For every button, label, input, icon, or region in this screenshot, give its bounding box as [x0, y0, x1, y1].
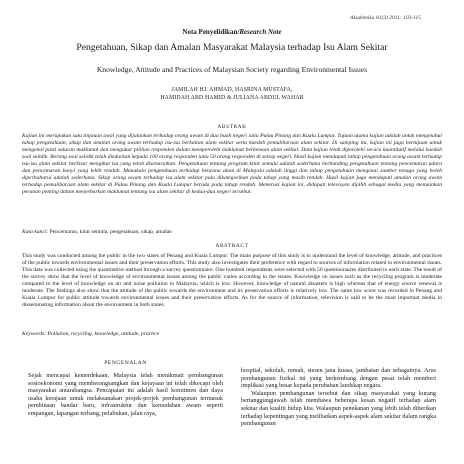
author-list [40, 86, 424, 102]
body-paragraph: hospital, sekolah, rumah, stesen jana kuasa, jambatan dan sebagainya. Arus pembangunan fizikal ini yang berkembang dengan pesat telah memberi implikasi yang besar kepada perubahan landskap negara. [241, 367, 436, 390]
abstract-text: This study was conducted among the public in the two states of Penang and Kuala Lumpur. The main purpose of this study is to understand the level of knowledge, attitude, and practices of the public towards environmental issues and their preservation efforts. This study also investigates their preference with regard to sources of information related to environmental issues. This data was collected using the quantitative method through a survey questionnaire. One hundred respondents were selected with 50 questionnaires distributed to each state. The result of the survey show that the level of knowledge of environmental issues among the public varies according to the issues. Knowledge on issues such as the recycling program is moderate compared to the level of knowledge on air and noise pollution in Malaysia, which is low. However, knowledge of natural disasters is high whereas that of energy source renewal is moderate. The findings also show that the attitude of the public towards the environment and its preservation efforts is relatively low. The same low score was recorded in Penang and Kuala Lumpur for public attitude towards environmental issues and their preservation efforts. As for the source of information, television is said to be the most important media in disseminating information about the environment in both states. [22, 253, 442, 309]
title-malay: Pengetahuan, Sikap dan Amalan Masyarakat Malaysia terhadap Isu Alam Sekitar [76, 42, 388, 53]
body-paragraph: Sejak mencapai kemerdekaan, Malaysia telah menikmati pembangunan sosioekonomi yang memberangsangkan dan kejayaan ini telah dikecapi oleh masyarakat antarabangsa. Pencapaian ini adalah hasil komitmen dan daya usaha kerajaan untuk melaksanakan projek-projek pembangunan termasuk pembinaan bandar baru, infrastruktur dan kemudahan awam seperti empangan, lapangan terbang, pelabuhan, jalan raya, [28, 372, 223, 417]
title-english: Knowledge, Attitude and Practices of Malaysian Society regarding Environmental Issues [96, 65, 368, 74]
author-line-1: JAMILAH HJ. AHMAD, HASRINA MUSTAFA, [171, 87, 293, 93]
abstrak-heading: ABSTRAK [217, 124, 247, 130]
author-line-2: HAMIDAH ABD HAMID & JULIANA ABDUL WAHAB [160, 95, 304, 101]
kata-kunci-label: Kata kunci: [22, 229, 49, 235]
note-label-malay: Nota Penyelidikan/ [182, 28, 240, 36]
kata-kunci [22, 229, 442, 235]
intro-heading: PENGENALAN [104, 360, 147, 366]
body-paragraph: Walaupun pembangunan tersebut dan sikap masyarakat yang kurang bertanggungjawab telah membawa beberapa kesan negatif terhadap alam sekitar dan kualiti hidup kita. Walaupun penekanan yang lebih telah diberikan terhadap kepentingan yang melibatkan aspek-aspek alam sekitar dalam rangka pembangunan [241, 389, 436, 428]
abstrak-text: Kajian ini merupakan satu tinjauan awal yang dijalankan terhadap orang awam di dua buah negeri iaitu Pulau Pinang dan Kuala Lumpur. Tujuan utama kajian adalah untuk mengetahui tahap pengetahuan, sikap dan amalan orang awam terhadap isu-isu berkaitan alam sekitar serta kaedah pemuliharaan alam sekitar. Di samping itu, kajian ini juga bertujuan untuk mengenal pasti saluran maklumat dan mengukur pilihan responden dalam memperolehi maklumat berkenaan alam sekitar. Data kajian telah diperolehi secara kuantitatif melalui kaedah soal selidik. Borang soal selidik telah diedarkan kepada 100 orang responden iaitu 50 orang responden di setiap negeri. Hasil kajian mendapati tahap pengetahuan orang awam terhadap isu-isu alam sekitar berkisar mengikut isu yang telah disenaraikan. Pengetahuan tentang program kitar semula adalah sederhana berbanding pengetahuan tentang pencemaran udara dan pencemaran bunyi yang lebih rendah. Manakala pengetahuan terhadap bencana alam di Malaysia adalah tinggi dan tahap pengetahuan mengenai sumber tenaga yang boleh diperbaharui adalah sederhana. Sikap orang awam terhadap isu alam sekitar pula dikategorikan pada tahap yang masih rendah. Hasil kajian juga mendapati amalan orang awam terhadap pemuliharaan alam sekitar di Pulau Pinang dan Kuala Lumpur berada pada tahap rendah. Menerusi kajian ini, didapati televisyen dipilih sebagai media yang memainkan peranan penting dalam menyebarkan maklumat tentang isu alam sekitar di kedua-dua negeri tersebut. [22, 133, 442, 196]
abstract-heading: ABSTRACT [215, 243, 249, 249]
body-column-left [28, 372, 223, 418]
note-label-english: Research Note [239, 28, 282, 36]
body-column-right [241, 367, 436, 428]
keywords [22, 331, 442, 337]
journal-citation: Akademika 81(3) 2011: 103-115 [350, 15, 421, 21]
keywords-values: Pollution, recycling, knowledge, attitude, practice [47, 331, 160, 337]
kata-kunci-values: Pencemaran, kitar semula, pengetahuan, sikap, amalan [49, 229, 172, 235]
note-label [0, 28, 464, 36]
keywords-label: Keywords: [22, 331, 47, 337]
